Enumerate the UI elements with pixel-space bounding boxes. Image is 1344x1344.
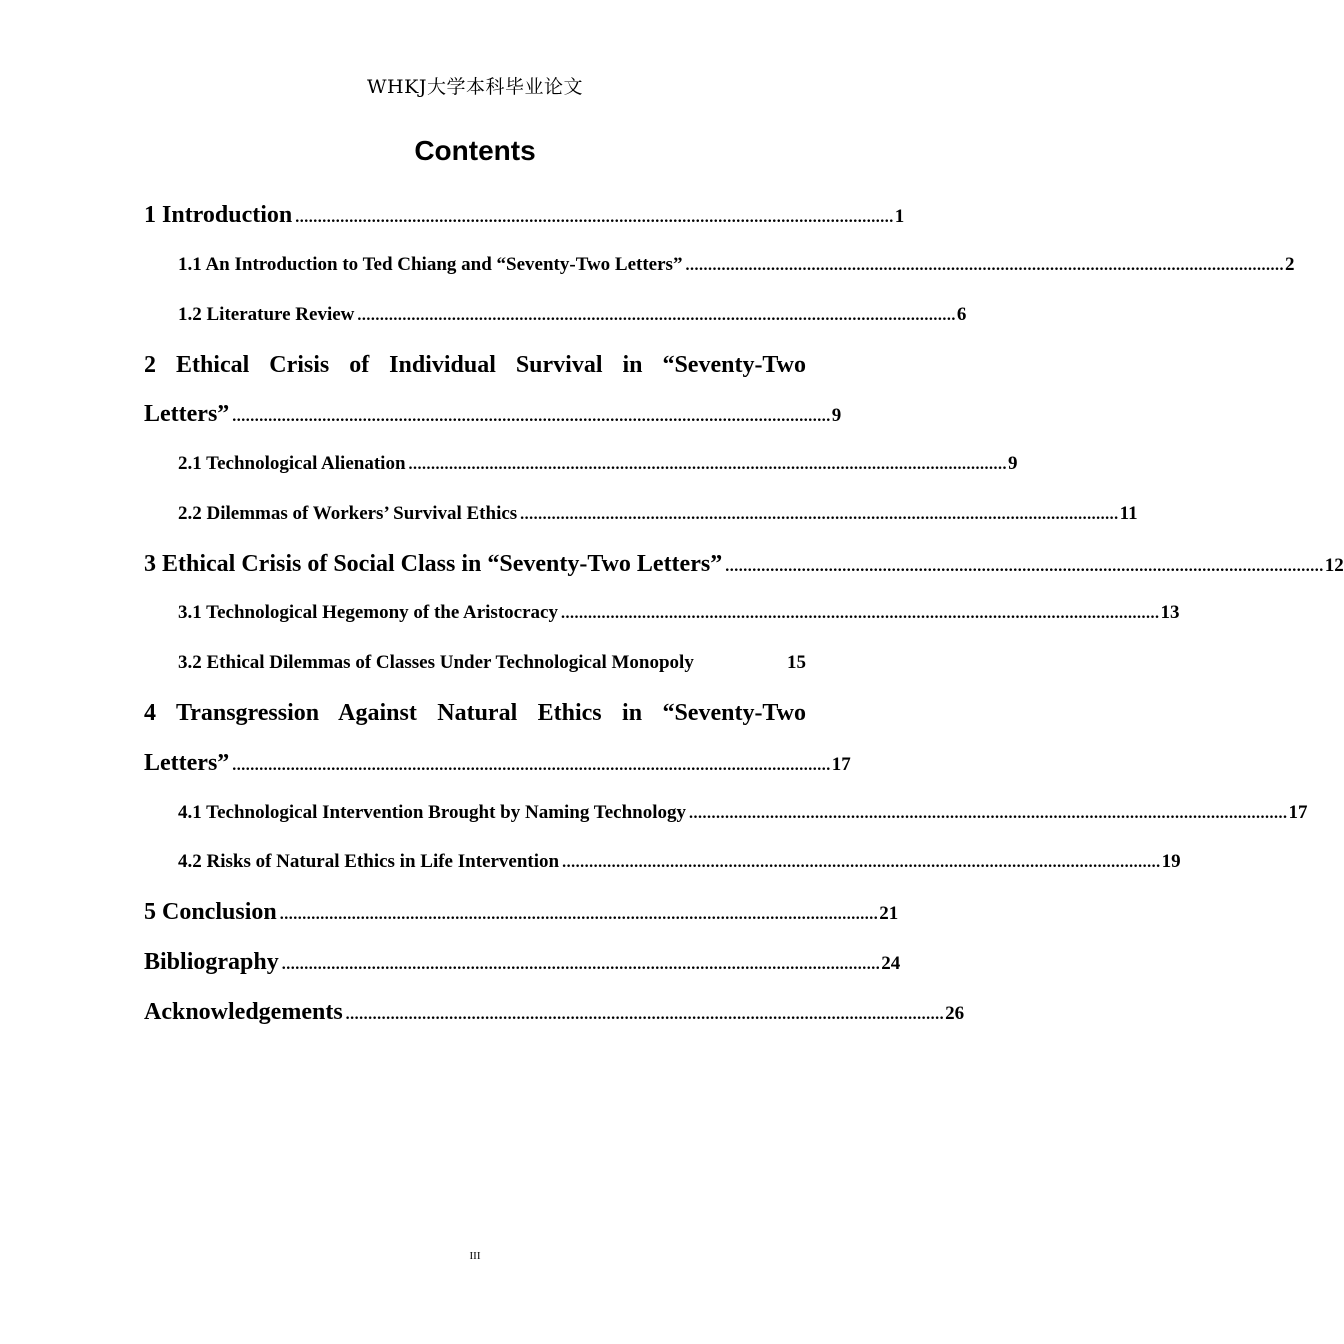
toc-entry-title: Letters” <box>144 750 230 776</box>
toc-entry-title: Letters” <box>144 401 230 427</box>
toc-entry-ch2-line1[interactable]: 2 Ethical Crisis of Individual Survival in “Seventy-Two <box>144 352 806 378</box>
dot-leader: ..................................................................................................................................... <box>295 209 894 226</box>
dot-leader: ..................................................................................................................................... <box>562 854 1161 871</box>
toc-entry-title: 1.1 An Introduction to Ted Chiang and “Seventy-Two Letters” <box>178 254 683 275</box>
toc-page-number: 19 <box>1161 851 1181 872</box>
toc-page-number: 9 <box>1008 453 1018 474</box>
toc-entry-ch4[interactable] <box>144 748 851 781</box>
dot-leader: ..................................................................................................................................... <box>232 408 831 425</box>
toc-page-number: 9 <box>831 405 842 426</box>
toc-page-number: 1 <box>894 206 905 227</box>
dot-leader: ..................................................................................................................................... <box>279 906 879 923</box>
toc-entry-2-2[interactable] <box>178 501 1138 528</box>
toc-entry-title: 2.1 Technological Alienation <box>178 453 406 474</box>
dot-leader: ..................................................................................................................................... <box>560 605 1160 622</box>
toc-entry-title: 3 Ethical Crisis of Social Class in “Seventy-Two Letters” <box>144 551 723 577</box>
toc-entry-title: 3.1 Technological Hegemony of the Aristocracy <box>178 602 558 623</box>
toc-page-number: 11 <box>1119 503 1138 524</box>
dot-leader: ..................................................................................................................................... <box>281 956 881 973</box>
dot-leader: ..................................................................................................................................... <box>520 506 1119 523</box>
toc-entry-title: 3.2 Ethical Dilemmas of Classes Under Technological Monopoly <box>178 652 694 673</box>
toc-entry-1-1[interactable] <box>178 252 1295 279</box>
toc-entry-bibliography[interactable] <box>144 947 901 980</box>
dot-leader: ..................................................................................................................................... <box>232 757 831 774</box>
toc-entry-acknowledgements[interactable] <box>144 997 965 1030</box>
toc-page-number: 24 <box>881 953 901 974</box>
toc-entry-4-1[interactable] <box>178 800 1308 827</box>
toc-entry-title: Acknowledgements <box>144 999 343 1025</box>
toc-page-number: 17 <box>831 754 851 775</box>
dot-leader: ..................................................................................................................................... <box>408 456 1008 473</box>
dot-leader: ..................................................................................................................................... <box>685 257 1284 274</box>
toc-page-number: 21 <box>879 903 899 924</box>
dot-leader: ..................................................................................................................................... <box>345 1006 945 1023</box>
toc-entry-ch4-line1[interactable]: 4 Transgression Against Natural Ethics in “Seventy-Two <box>144 700 806 726</box>
toc-page-number: 6 <box>956 304 967 325</box>
toc-entry-title: 4.1 Technological Intervention Brought by Naming Technology <box>178 802 686 823</box>
toc-page-number: 2 <box>1284 254 1295 275</box>
running-header: WHKJ大学本科毕业论文 <box>367 76 583 98</box>
toc-entry-title: 5 Conclusion <box>144 899 277 925</box>
toc-entry-4-2[interactable] <box>178 849 1181 876</box>
toc-entry-ch2[interactable] <box>144 399 842 432</box>
dot-leader: ..................................................................................................................................... <box>725 558 1324 575</box>
toc-entry-title: Bibliography <box>144 949 279 975</box>
toc-entry-2-1[interactable] <box>178 451 1018 478</box>
toc-entry-title: 1 Introduction <box>144 202 293 228</box>
toc-entry-ch3[interactable] <box>144 549 1344 582</box>
toc-entry-3-2[interactable] <box>178 650 806 676</box>
toc-page-number: 12 <box>1324 555 1344 576</box>
toc-page-number: 13 <box>1160 602 1180 623</box>
toc-entry-1-2[interactable] <box>178 302 967 329</box>
toc-page-number: 26 <box>945 1003 965 1024</box>
toc-entry-title: 2.2 Dilemmas of Workers’ Survival Ethics <box>178 503 518 524</box>
toc-page-number: 17 <box>1288 802 1308 823</box>
dot-leader: ..................................................................................................................................... <box>688 805 1288 822</box>
toc-entry-title: 1.2 Literature Review <box>178 304 355 325</box>
page-title: Contents <box>414 135 536 166</box>
dot-leader: ..................................................................................................................................... <box>357 307 956 324</box>
toc-entry-3-1[interactable] <box>178 600 1180 627</box>
toc-entry-title: 4.2 Risks of Natural Ethics in Life Intervention <box>178 851 560 872</box>
toc-entry-ch1[interactable] <box>144 200 905 233</box>
toc-entry-ch5[interactable] <box>144 897 899 930</box>
toc-page-number: 15 <box>787 652 806 673</box>
page-number-footer: III <box>469 1250 481 1262</box>
